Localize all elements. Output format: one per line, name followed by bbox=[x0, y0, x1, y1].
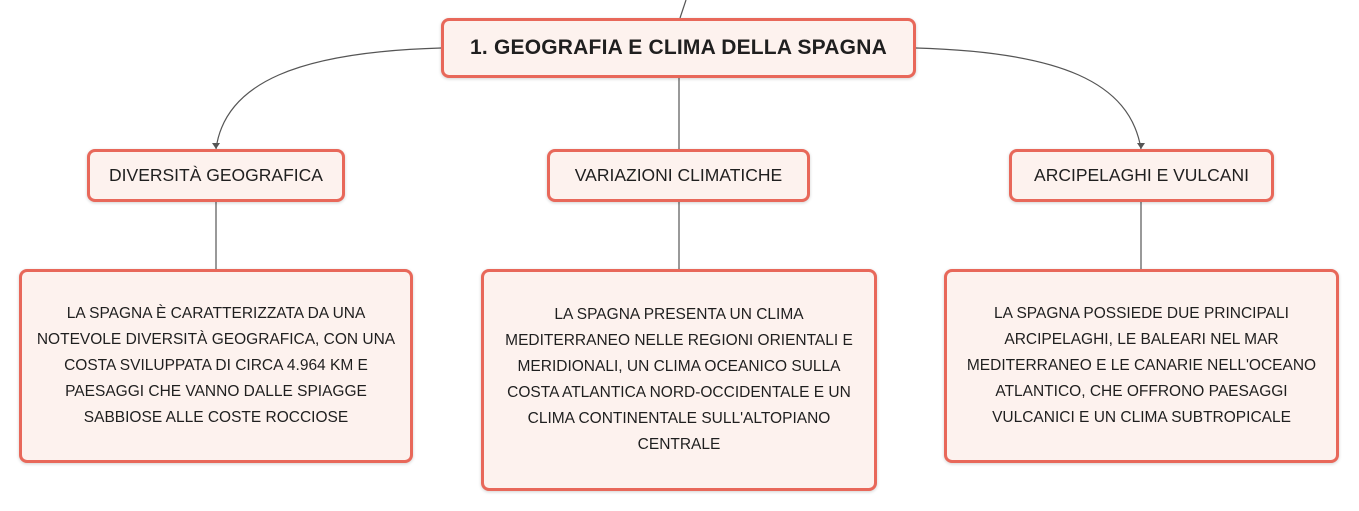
root-topic-title: 1. GEOGRAFIA E CLIMA DELLA SPAGNA bbox=[470, 36, 887, 59]
branch-title: VARIAZIONI CLIMATICHE bbox=[574, 165, 783, 185]
detail-text: LA SPAGNA È CARATTERIZZATA DA UNA NOTEVOLE DIVERSITÀ GEOGRAFICA, CON UNA COSTA SVILUPPATA DI CIRCA 4.964 KM E PAESAGGI CHE VANNO DALLE SPIAGGE SABBIOSE ALLE COSTE ROCCIOSE bbox=[36, 305, 396, 426]
connector-root-to-branch-1 bbox=[216, 48, 441, 149]
detail-node-diversita-geografica[interactable] bbox=[19, 269, 413, 463]
root-topic-node[interactable] bbox=[441, 18, 916, 78]
detail-node-variazioni-climatiche[interactable] bbox=[481, 269, 877, 491]
detail-node-arcipelaghi-e-vulcani[interactable] bbox=[944, 269, 1339, 463]
branch-title: DIVERSITÀ GEOGRAFICA bbox=[109, 165, 323, 185]
branch-node-diversita-geografica[interactable] bbox=[87, 149, 345, 202]
connector-parent-to-root bbox=[680, 0, 686, 18]
connector-root-to-branch-3 bbox=[916, 48, 1141, 149]
detail-text: LA SPAGNA POSSIEDE DUE PRINCIPALI ARCIPELAGHI, LE BALEARI NEL MAR MEDITERRANEO E LE CANARIE NELL'OCEANO ATLANTICO, CHE OFFRONO PAESAGGI VULCANICI E UN CLIMA SUBTROPICALE bbox=[966, 305, 1317, 426]
branch-node-arcipelaghi-e-vulcani[interactable] bbox=[1009, 149, 1274, 202]
branch-title: ARCIPELAGHI E VULCANI bbox=[1034, 165, 1249, 185]
branch-node-variazioni-climatiche[interactable] bbox=[547, 149, 810, 202]
detail-text: LA SPAGNA PRESENTA UN CLIMA MEDITERRANEO NELLE REGIONI ORIENTALI E MERIDIONALI, UN CLIMA OCEANICO SULLA COSTA ATLANTICA NORD-OCCIDENTALE E UN CLIMA CONTINENTALE SULL'ALTOPIANO CENTRALE bbox=[505, 306, 853, 453]
